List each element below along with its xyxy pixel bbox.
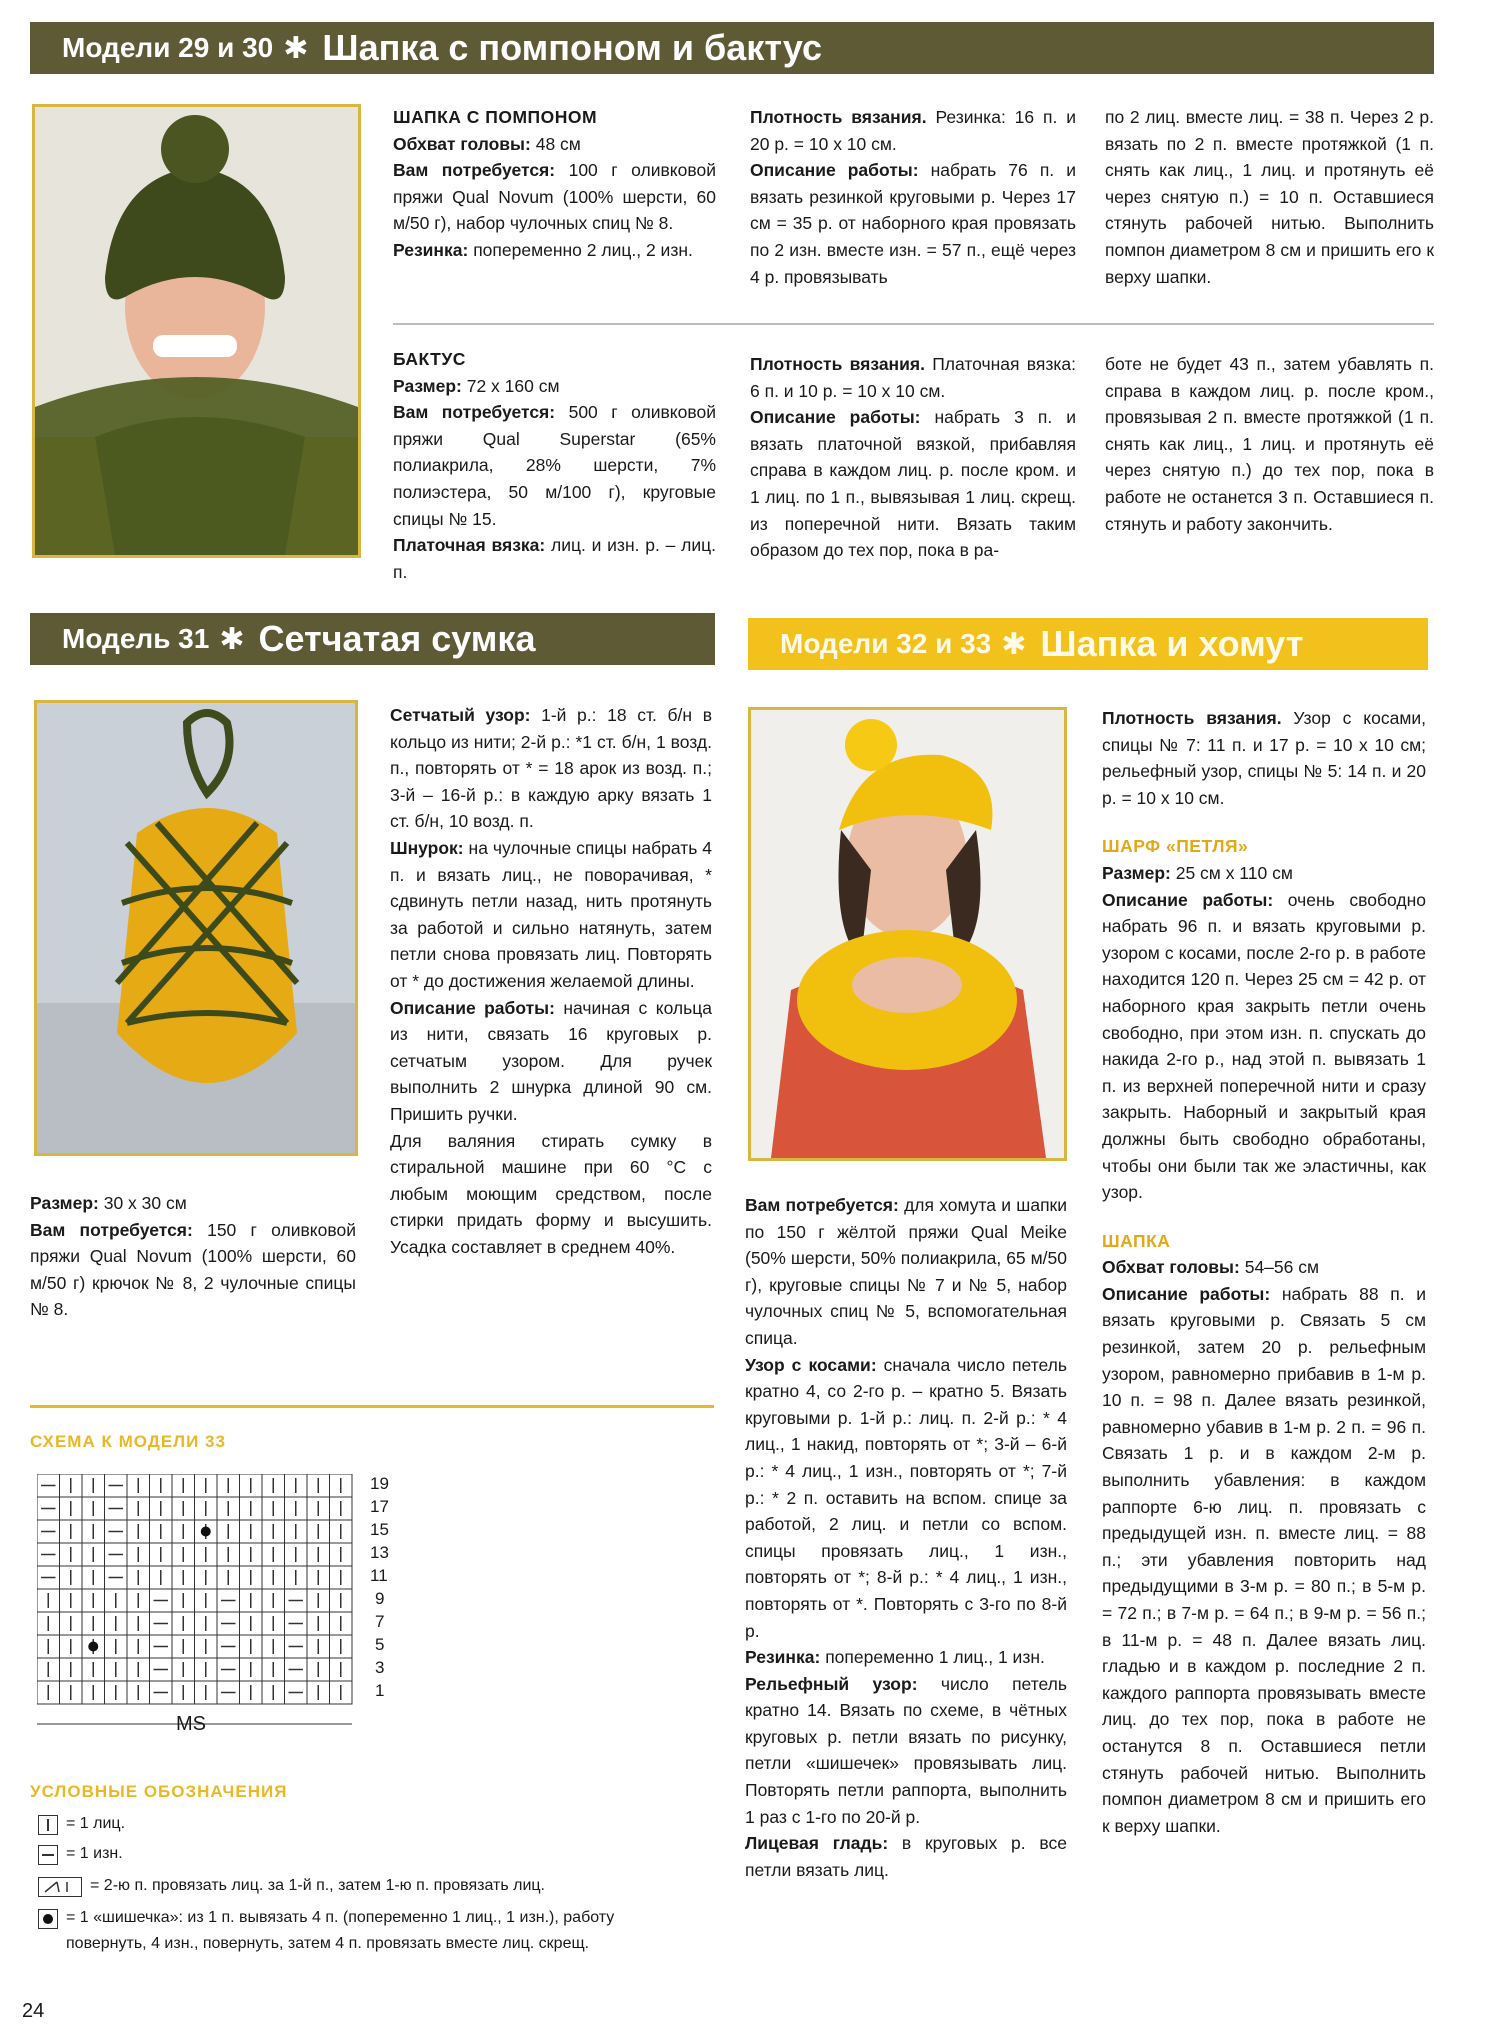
hat-pompom-col3 [1105, 104, 1434, 290]
label-size: Размер: [30, 1193, 99, 1213]
hat33-col1 [745, 1192, 1067, 1883]
bag-col1 [390, 702, 712, 1260]
star-icon: ✱ [219, 622, 245, 656]
star-icon: ✱ [283, 31, 309, 65]
text: начиная с кольца из нити, связать 16 круговых р. сетчатым узором. Для ручек выполнить 2 шнурка длиной 90 см. Пришить ручки. [390, 997, 713, 1124]
banner-title: Сетчатая сумка [258, 618, 536, 659]
text: набрать 76 п. и вязать резинкой круговыми р. Через 17 см = 35 р. от наборного края провязать по 2 изн. вместе изн. = 57 п., ещё через 4 р. провязывать [750, 160, 1076, 287]
divider [393, 323, 1434, 325]
legend-item-purl [38, 1845, 123, 1865]
label-needs: Вам потребуется: [745, 1195, 899, 1215]
label-description: Описание работы: [1102, 889, 1274, 910]
text: 30 x 30 см [98, 1193, 187, 1213]
star-icon: ✱ [1001, 627, 1027, 661]
text: 500 г оливковой пряжи Qual Superstar (65% полиакрила, 28% шерсти, 7% полиэстера, 50 м/100 г), круговые спицы № 15. [393, 402, 716, 529]
label-head-circ: Обхват головы: [393, 133, 531, 154]
text: для хомута и шапки по 150 г жёлтой пряжи Qual Meike (50% шерсти, 50% полиакрила, 65 м/50 г), круговые спицы № 7 и № 5, набор чулочных спиц № 5, вспомогательная спица. [745, 1195, 1067, 1348]
text: набрать 3 п. и вязать платочной вязкой, прибавляя справа в каждом лиц. р. после кром. и 1 лиц. по 1 п., вывязывая 1 лиц. скрещ. из поперечной нити. Вязать таким образом до тех пор, пока в ра- [750, 407, 1076, 561]
chart-title: СХЕМА К МОДЕЛИ 33 [30, 1432, 226, 1451]
text: по 2 лиц. вместе лиц. = 38 п. Через 2 р. вязать по 2 п. вместе протяжкой (1 п. снять как лиц., 1 лиц. и протянуть её через снятую п.) = 10 п. Оставшиеся стянуть рабочей нитью. Выполнить помпон диаметром 8 см и пришить его к верху шапки. [1105, 107, 1434, 287]
legend-item-cross [38, 1877, 545, 1897]
label-needs: Вам потребуется: [393, 402, 556, 423]
text: очень свободно набрать 96 п. и вязать круговыми р. узором с косами, после 2-го р. в работе находится 120 п. Через 25 см = 42 р. от наборного края закрыть петли очень свободно, при этом изн. п. спускать до накида 2-го р., над этой п. вывязать 1 п. из верхней поперечной нити и сразу закрыть. Наборный и закрытый края должны быть свободно обработаны, чтобы они были так же эластичны, как узор. [1102, 889, 1426, 1203]
text: 54–56 см [1239, 1257, 1320, 1278]
knitting-chart [37, 1474, 353, 1734]
banner-models-29-30 [30, 22, 1434, 74]
label-description: Описание работы: [1102, 1283, 1271, 1304]
label-description: Описание работы: [750, 407, 921, 428]
legend-text: = 2-ю п. провязать лиц. за 1-й п., затем 1-ю п. провязать лиц. [90, 1877, 545, 1894]
label-mesh-pattern: Сетчатый узор: [390, 705, 531, 725]
row-label: 13 [370, 1543, 389, 1562]
text: число петель кратно 14. Вязать по схеме, в чётных круговых р. петли вязать по рисунку, петли «шишечек» провязывать лиц. Повторять петли раппорта, выполнить 1 раз с 1-го по 20-й р. [745, 1673, 1068, 1827]
hat-pompom-col2 [750, 104, 1076, 290]
text: 72 x 160 см [461, 375, 560, 396]
label-needs: Вам потребуется: [30, 1219, 193, 1240]
photo-yellow-hat-and-cowl [748, 707, 1067, 1161]
chart-divider [30, 1405, 714, 1408]
knit-symbol-icon [38, 1815, 58, 1835]
hat-pompom-col1 [393, 104, 716, 264]
label-cord: Шнурок: [390, 837, 464, 858]
text: набрать 88 п. и вязать круговыми р. Связать 5 см резинкой, затем 20 р. рельефным узором, равномерно прибавив в 1-м р. 10 п. = 98 п. Далее вязать резинкой, равномерно убавив в 1-м р. 2 п. = 96 п. Связать 1 р. и в каждом 2-м р. выполнить убавления: в каждом раппорте 6-ю лиц. п. провязать с предыдущей изн. п. вместе лиц. = 88 п.; эти убавления повторить над предыдущими в 3-м р. = 80 п.; в 5-м р. = 72 п.; в 7-м р. = 64 п.; в 9-м р. = 56 п.; в 11-м р. = 48 п. Далее вязать лиц. гладью и в каждом р. последние 2 п. каждого раппорта провязывать вместе лиц. до тех пор, пока в работе не останутся 8 п. Оставшиеся петли стянуть рабочей нитью. Выполнить помпон диаметром 8 см и пришить его к верху шапки. [1102, 1283, 1426, 1836]
banner-subtitle: Модели 29 и 30 [62, 32, 274, 63]
banner-model-31 [30, 613, 715, 665]
label-cable-pattern: Узор с косами: [745, 1354, 877, 1375]
label-density: Плотность вязания. [750, 354, 925, 374]
label-head-circ: Обхват головы: [1102, 1257, 1240, 1278]
row-label: 3 [375, 1658, 385, 1677]
row-label: 7 [375, 1612, 385, 1631]
label-size: Размер: [1102, 862, 1171, 883]
bobble-mark [88, 1642, 98, 1652]
text: Платочная вязка: 6 п. и 10 р. = 10 x 10 см. [750, 354, 1076, 401]
text: Резинка: 16 п. и 20 р. = 10 x 10 см. [750, 107, 1076, 154]
row-label: 11 [370, 1566, 388, 1585]
label-relief-pattern: Рельефный узор: [745, 1673, 918, 1694]
text: сначала число петель кратно 4, со 2-го р. – кратно 5. Вязать круговыми р. 1-й р.: лиц. п. 2-й р.: * 4 лиц., 1 накид, повторять от *; 3-й – 6-й р.: * 4 лиц., 1 изн., повторять от *; 7-й р.: * 2 п. оставить на вспом. спице за работой, 2 лиц. и петли со вспом. спицы провязать лиц., 1 изн., повторять от *; 8-й р.: * 4 лиц., 1 изн., повторять от *. Повторять с 3-го по 8-й р. [745, 1354, 1068, 1641]
ms-label: MS [176, 1713, 206, 1735]
label-needs: Вам потребуется: [393, 160, 556, 181]
text: 48 см [530, 133, 581, 154]
label-density: Плотность вязания. [1102, 708, 1282, 728]
legend-item-knit [38, 1815, 125, 1835]
banner-subtitle: Модели 32 и 33 [780, 628, 992, 659]
label-description: Описание работы: [750, 160, 919, 181]
text: на чулочные спицы набрать 4 п. и вязать лиц., не поворачивая, * сдвинуть петли назад, нить протянуть за работой и сильно натянуть, затем петли снова провязать лиц. Повторять от * до достижения желаемой длины. [390, 837, 712, 991]
legend-title: УСЛОВНЫЕ ОБОЗНАЧЕНИЯ [30, 1782, 288, 1801]
text: попеременно 2 лиц., 2 изн. [468, 239, 693, 260]
text: попеременно 1 лиц., 1 изн. [820, 1647, 1045, 1668]
text: в круговых р. все петли вязать лиц. [745, 1833, 1067, 1880]
legend-item-bobble [38, 1905, 658, 1957]
row-label: 1 [375, 1681, 385, 1700]
section-heading-scarf: ШАРФ «ПЕТЛЯ» [1102, 836, 1249, 857]
text: 100 г оливковой пряжи Qual Novum (100% шерсти, 60 м/50 г), набор чулочных спиц № 8. [393, 160, 716, 234]
legend-text: = 1 изн. [66, 1845, 123, 1862]
row-label: 15 [370, 1520, 389, 1539]
cross-stitch-symbol-icon [38, 1877, 82, 1897]
section-heading: БАКТУС [393, 349, 466, 369]
label-density: Плотность вязания. [750, 107, 927, 127]
label-rib: Резинка: [745, 1647, 821, 1668]
bag-col0 [30, 1190, 356, 1323]
banner-title: Шапка и хомут [1040, 623, 1304, 664]
label-size: Размер: [393, 375, 462, 396]
text: 25 см x 110 см [1170, 862, 1293, 883]
photo-mesh-bag [34, 700, 358, 1156]
banner-models-32-33 [748, 618, 1428, 670]
text: боте не будет 43 п., затем убавлять п. справа в каждом лиц. р. после кром., провязывая 2 п. вместе протяжкой (1 п. снять как лиц., 1 лиц. и протянуть её через снятую п.) до тех пор, пока в работе не останется 3 п. Оставшиеся п. стянуть и работу закончить. [1105, 354, 1434, 534]
purl-symbol-icon [38, 1845, 58, 1865]
page-number: 24 [22, 2000, 45, 2022]
photo-hat-and-baktus [32, 104, 361, 558]
row-label: 19 [370, 1474, 389, 1493]
legend-text: = 1 «шишечка»: из 1 п. вывязать 4 п. (попеременно 1 лиц., 1 изн.), работу повернуть, 4 изн., повернуть, затем 4 п. провязать вместе лиц. скрещ. [66, 1909, 615, 1952]
banner-subtitle: Модель 31 [62, 623, 210, 654]
text: 150 г оливковой пряжи Qual Novum (100% шерсти, 60 м/50 г) крючок № 8, 2 чулочные спицы № 8. [30, 1219, 356, 1320]
banner-title: Шапка с помпоном и бактус [322, 27, 822, 68]
text: Для валяния стирать сумку в стиральной машине при 60 °С с любым моющим средством, после стирки придать форму и высушить. Усадка составляет в среднем 40%. [390, 1130, 712, 1257]
baktus-col1 [393, 346, 716, 585]
bobble-symbol-icon [38, 1909, 58, 1929]
label-garter: Платочная вязка: [393, 535, 546, 556]
text: лиц. и изн. р. – лиц. п. [393, 535, 716, 582]
hat33-col2 [1102, 705, 1426, 1839]
bobble-mark [201, 1527, 211, 1537]
row-label: 17 [370, 1497, 389, 1516]
label-rib: Резинка: [393, 239, 469, 260]
text: 1-й р.: 18 ст. б/н в кольцо из нити; 2-й р.: *1 ст. б/н, 1 возд. п., повторять от * = 18 арок из возд. п.; 3-й – 16-й р.: в каждую арку вязать 1 ст. б/н, 10 возд. п. [390, 705, 713, 832]
row-label: 5 [375, 1635, 385, 1654]
section-heading-hat: ШАПКА [1102, 1230, 1171, 1251]
label-description: Описание работы: [390, 997, 555, 1018]
row-label: 9 [375, 1589, 385, 1608]
baktus-col2 [750, 351, 1076, 564]
section-heading: ШАПКА С ПОМПОНОМ [393, 107, 598, 127]
text: Узор с косами, спицы № 7: 11 п. и 17 р. = 10 x 10 см; рельефный узор, спицы № 5: 14 п. и 20 р. = 10 x 10 см. [1102, 708, 1426, 808]
label-stockinette: Лицевая гладь: [745, 1833, 889, 1854]
legend-text: = 1 лиц. [66, 1815, 126, 1832]
baktus-col3 [1105, 351, 1434, 537]
